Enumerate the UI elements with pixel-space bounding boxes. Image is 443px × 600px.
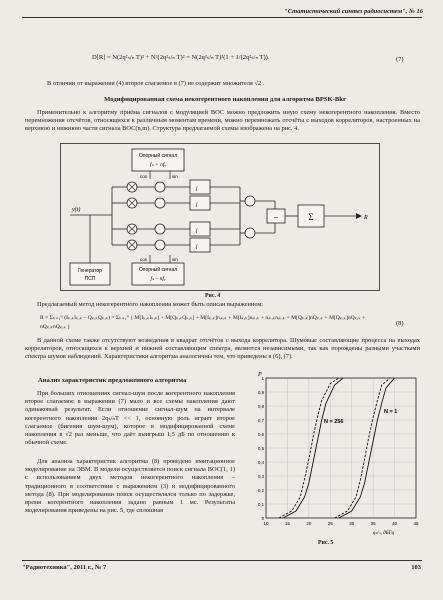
- equation-7: D[R] = N(2q²ₛ/ₙ T)² + N²(2q²ₛ/ₙ T)² = N(2q²ₛ/ₙ T)²(1 + 1/(2q²ₛ/ₙ T)).: [92, 54, 270, 61]
- subtractor-symbol: –: [274, 214, 278, 221]
- section-heading-analysis: Анализ характеристик предложенного алгоритма: [38, 377, 187, 384]
- label-n256: N = 256: [324, 419, 344, 425]
- cos-label-bottom: cos: [140, 257, 148, 262]
- svg-text:∫: ∫: [196, 245, 198, 250]
- reference-signal-top-formula: fₛ + nfₒ: [150, 162, 166, 168]
- footer-rule: [22, 560, 422, 561]
- prn-generator-line1: Генератор: [78, 268, 102, 274]
- figure-4-caption: Рис. 4: [205, 293, 221, 299]
- equation-8-number: (8): [396, 320, 404, 327]
- x-tick-label: 20: [306, 521, 312, 526]
- x-tick-labels: [263, 521, 419, 526]
- sin-label-top: sin: [172, 174, 178, 179]
- y-tick-label: 0,4: [258, 459, 264, 465]
- product-multipliers: [245, 196, 255, 238]
- y-tick-label: 1: [261, 375, 264, 381]
- paragraph-scheme-properties: В данной схеме также отсутствуют возведения в квадрат отсчётов с выхода коррелятора. Шумовые составляющие процесса на выходах корреляторов, относящихся к верхней и нижней составляющим спектра, являются независимыми, так как порождены разными участками спектра шумов наблюдений. Характеристики алгоритма аналогичны тем, что приведены в (6), (7).: [25, 337, 420, 361]
- paragraph-method-intro: Предлагаемый метод некогерентного накопления может быть описан выражением:: [37, 301, 264, 308]
- label-n1: N = 1: [384, 409, 398, 415]
- note-line: В отличии от выражения (4) второе слагаемое в (7) не содержит множителя √2 .: [47, 80, 265, 87]
- running-header: "Статистический синтез радиосистем", № 16: [284, 8, 423, 15]
- y-tick-label: 0,6: [258, 431, 264, 437]
- page-number: 103: [411, 564, 421, 571]
- equation-7-number: (7): [396, 56, 404, 63]
- figure-5-caption: Рис. 5: [318, 540, 334, 546]
- figure-4-block-diagram: [60, 143, 380, 291]
- x-axis-label: qₛ/ₙ, дБГц: [372, 531, 394, 536]
- y-tick-label: 0,7: [258, 417, 264, 423]
- sin-label-bottom: sin: [172, 257, 178, 262]
- cos-label-top: cos: [140, 174, 148, 179]
- x-tick-label: 30: [349, 521, 355, 526]
- input-label: y(t): [72, 207, 81, 213]
- stage-links: [137, 187, 155, 245]
- paragraph-analysis-1: При больших отношениях сигнал-шум после когерентного накопления второе слагаемое в выражении (7) мало и все схемы накопления дают одинаковый результат. Если отношение сигнал-шум на интервале когерентного накопления 2qₛ/ₙT << 1, основную роль играет второе слагаемое (бигения шум-шум), которое в модифицированной схеме накопления в √2 раз меньше, что даёт выигрыш 1,5 дБ по отношению к обычной схеме.: [25, 390, 235, 447]
- integrator-outputs: [210, 187, 240, 245]
- integrator-boxes: [190, 180, 210, 252]
- input-branches: [112, 187, 127, 245]
- y-tick-label: 0,5: [258, 445, 264, 451]
- y-tick-labels: [258, 376, 265, 521]
- footer-journal: "Радиотехника", 2011 г., № 7: [22, 564, 107, 571]
- y-tick-label: 0,8: [258, 403, 264, 409]
- x-tick-label: 15: [284, 521, 290, 526]
- section-heading-modified-scheme: Модифицированная схема некогерентного накопления для алгоритма BPSK-Bkr: [104, 96, 346, 103]
- accumulator-symbol: Σ: [308, 212, 314, 222]
- x-tick-label: 40: [392, 521, 398, 526]
- x-tick-label: 25: [327, 521, 333, 526]
- y-axis-label: P: [258, 372, 262, 378]
- paragraph-analysis-2: Для анализа характеристик алгоритма (8) проведено имитационное моделирование на ЭВМ. В модели осуществляется поиск сигнала ВОС(1, 1) с использованием двух методов некогерентного накопления – традиционного в соответствии с выражением (3) и модифицированного метода (8). При моделировании поиск осуществлялся только по задержке, время когерентного накопления задано равным 1 мс. Результаты моделирования приведены на рис. 5, где сплошная: [25, 458, 235, 515]
- y-tick-label: 0,9: [258, 389, 264, 395]
- output-label: R: [364, 215, 368, 221]
- integrator-inputs: [165, 187, 190, 245]
- x-tick-label: 45: [413, 521, 419, 526]
- paragraph-scheme-intro: Применительно к алгоритму приёма сигналов с модуляцией ВОС можно предложить иную схему некогерентного накопления. Вместо перемножения отсчётов, относящихся к различным моментам времени, можно перемножать отсчёты с выходов корреляторов, настроенных на верхнюю и нижнюю части сигнала ВОС(n,m). Структура предлагаемой схемы изображена на рис. 4.: [25, 109, 420, 133]
- chart-grid: [266, 378, 416, 518]
- y-tick-label: 0: [261, 515, 264, 521]
- multiplier-group: [127, 182, 137, 250]
- svg-text:∫: ∫: [196, 203, 198, 208]
- x-tick-label: 10: [263, 521, 269, 526]
- output-arrow: [356, 213, 362, 219]
- svg-text:∫: ∫: [196, 187, 198, 192]
- y-tick-label: 0,1: [258, 501, 264, 507]
- reference-signal-bottom-formula: fₛ – nfₒ: [150, 276, 166, 282]
- y-tick-label: 0,2: [258, 487, 264, 493]
- x-tick-label: 35: [370, 521, 376, 526]
- reference-signal-top-title: Опорный сигнал: [138, 153, 178, 159]
- figure-5-chart: [244, 368, 422, 538]
- y-tick-label: 0,3: [258, 473, 264, 479]
- equation-8: R = Σₖ₌₁ᴺ (Iₖ,ₖIₖ,ₖ – Qₖ,ₖQₖ,ₖ) = Σₖ₌₁ᴺ { M[Iₖ,ₖIₖ,ₖ] + M[Qₖ,ₖQₖ,ₖ] + M[Iₖ,ₖ]nᵢₖ,ₖ + M[Iₖ,ₖ]nᵢₖ,ₖ + nᵢₖ,ₖnᵢₖ,ₖ + M[Qₖ,ₖ]nQₖ,ₖ + M[Qₖ,ₖ]nQₖ,ₖ + nQₖ,ₖnQₖ,ₖ }: [40, 315, 366, 330]
- multiplier-crosses: [129, 184, 135, 248]
- prn-generator-line2: ПСП: [84, 276, 96, 282]
- second-stage-multipliers: [155, 182, 165, 250]
- reference-signal-bottom-title: Опорный сигнал: [138, 267, 178, 273]
- header-rule: [22, 17, 422, 18]
- svg-text:∫: ∫: [196, 229, 198, 234]
